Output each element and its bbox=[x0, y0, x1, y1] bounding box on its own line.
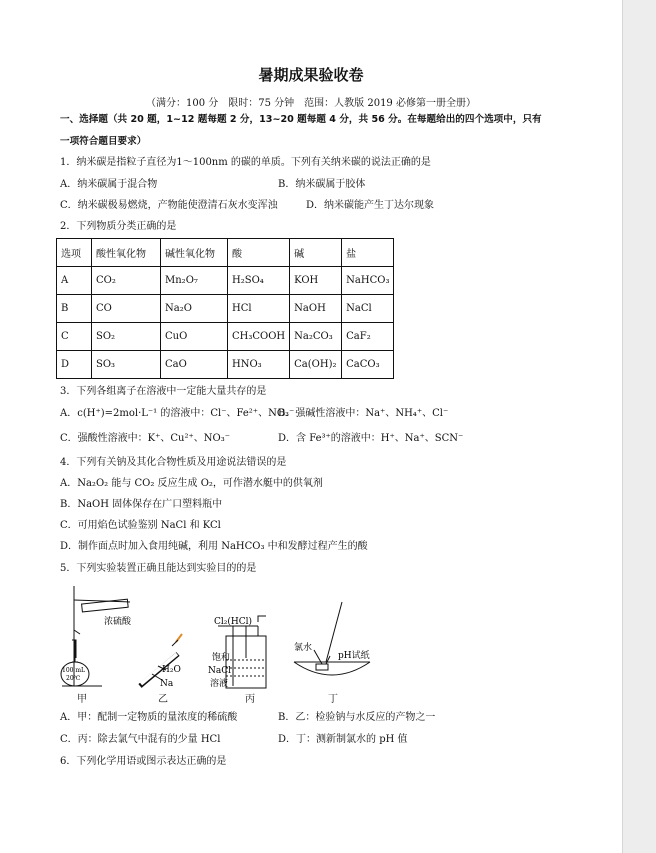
exam-subtitle: （满分：100 分 限时：75 分钟 范围：人教版 2019 必修第一册全册） bbox=[146, 98, 476, 109]
table-cell: CO bbox=[92, 295, 161, 323]
q4-option-b: B．NaOH 固体保存在广口塑料瓶中 bbox=[60, 499, 223, 510]
section-heading-line2: 一项符合题目要求） bbox=[60, 136, 147, 147]
table-header-cell: 酸 bbox=[228, 239, 290, 267]
q3-stem: 3．下列各组离子在溶液中一定能大量共存的是 bbox=[60, 386, 267, 397]
table-row bbox=[57, 351, 394, 379]
q3-option-c: C．强酸性溶液中：K⁺、Cu²⁺、NO₃⁻ bbox=[60, 433, 231, 444]
label-water: H₂O bbox=[162, 665, 181, 675]
table-row bbox=[57, 295, 394, 323]
table-cell: NaHCO₃ bbox=[342, 267, 394, 295]
q4-option-a: A．Na₂O₂ 能与 CO₂ 反应生成 O₂，可作潜水艇中的供氧剂 bbox=[60, 478, 323, 489]
label-sat2: NaCl bbox=[208, 666, 232, 676]
exam-title: 暑期成果验收卷 bbox=[258, 66, 364, 84]
caption-jia: 甲 bbox=[77, 694, 87, 705]
q5-option-c: C．丙：除去氯气中混有的少量 HCl bbox=[60, 734, 221, 745]
table-cell: CaCO₃ bbox=[342, 351, 394, 379]
q5-option-b: B．乙：检验钠与水反应的产物之一 bbox=[278, 712, 436, 723]
caption-yi: 乙 bbox=[158, 694, 168, 705]
table-cell: HNO₃ bbox=[228, 351, 290, 379]
q4-option-d: D．制作面点时加入食用纯碱，利用 NaHCO₃ 中和发酵过程产生的酸 bbox=[60, 541, 368, 552]
table-header-cell: 盐 bbox=[342, 239, 394, 267]
label-sat1: 饱和 bbox=[212, 653, 231, 663]
table-cell: Ca(OH)₂ bbox=[290, 351, 342, 379]
table-cell: D bbox=[57, 351, 92, 379]
q1-stem: 1．纳米碳是指粒子直径为1～100nm 的碳的单质。下列有关纳米碳的说法正确的是 bbox=[60, 157, 431, 168]
label-acid: 浓硫酸 bbox=[104, 617, 132, 627]
q3-option-b: B．强碱性溶液中：Na⁺、NH₄⁺、Cl⁻ bbox=[278, 408, 449, 419]
table-header-row bbox=[57, 239, 394, 267]
table-cell: NaOH bbox=[290, 295, 342, 323]
table-cell: CuO bbox=[161, 323, 228, 351]
q5-option-d: D．丁：测新制氯水的 pH 值 bbox=[278, 734, 408, 745]
table-header-cell: 选项 bbox=[57, 239, 92, 267]
table-cell: Mn₂O₇ bbox=[161, 267, 228, 295]
label-temp: 20℃ bbox=[66, 675, 81, 682]
section-heading-line1: 一、选择题（共 20 题，1~12 题每题 2 分，13~20 题每题 4 分，共 56 分。在每题给出的四个选项中，只有 bbox=[60, 114, 542, 125]
table-row bbox=[57, 267, 394, 295]
label-sat3: 溶液 bbox=[210, 679, 229, 689]
label-flask: 100 mL bbox=[62, 667, 86, 674]
table-cell: SO₃ bbox=[92, 351, 161, 379]
q2-stem: 2．下列物质分类正确的是 bbox=[60, 221, 177, 232]
table-cell: CO₂ bbox=[92, 267, 161, 295]
table-cell: NaCl bbox=[342, 295, 394, 323]
q1-option-a: A．纳米碳属于混合物 bbox=[60, 179, 158, 190]
caption-bing: 丙 bbox=[245, 694, 255, 705]
table-header-cell: 碱 bbox=[290, 239, 342, 267]
q1-option-b: B．纳米碳属于胶体 bbox=[278, 179, 366, 190]
table-cell: A bbox=[57, 267, 92, 295]
table-row bbox=[57, 323, 394, 351]
label-ph: pH试纸 bbox=[338, 651, 370, 661]
table-header-cell: 酸性氧化物 bbox=[92, 239, 161, 267]
table-cell: CaF₂ bbox=[342, 323, 394, 351]
table-cell: KOH bbox=[290, 267, 342, 295]
label-na: Na bbox=[160, 679, 174, 689]
table-cell: Na₂O bbox=[161, 295, 228, 323]
table-cell: CaO bbox=[161, 351, 228, 379]
q1-option-d: D．纳米碳能产生丁达尔现象 bbox=[306, 200, 435, 211]
table-cell: CH₃COOH bbox=[228, 323, 290, 351]
table-cell: Na₂CO₃ bbox=[290, 323, 342, 351]
label-gas: Cl₂(HCl) bbox=[214, 617, 253, 627]
table-cell: SO₂ bbox=[92, 323, 161, 351]
q1-option-c: C．纳米碳极易燃烧，产物能使澄清石灰水变浑浊 bbox=[60, 200, 278, 211]
q4-stem: 4．下列有关钠及其化合物性质及用途说法错误的是 bbox=[60, 457, 287, 468]
q3-option-d: D．含 Fe³⁺的溶液中：H⁺、Na⁺、SCN⁻ bbox=[278, 433, 464, 444]
classification-table bbox=[56, 238, 394, 379]
label-chlorine: 氯水 bbox=[294, 643, 313, 653]
q4-option-c: C．可用焰色试验鉴别 NaCl 和 KCl bbox=[60, 520, 221, 531]
q5-stem: 5．下列实验装置正确且能达到实验目的的是 bbox=[60, 563, 257, 574]
q6-stem: 6．下列化学用语或图示表达正确的是 bbox=[60, 756, 227, 767]
table-cell: B bbox=[57, 295, 92, 323]
q5-option-a: A．甲：配制一定物质的量浓度的稀硫酸 bbox=[60, 712, 238, 723]
table-cell: H₂SO₄ bbox=[228, 267, 290, 295]
table-header-cell: 碱性氧化物 bbox=[161, 239, 228, 267]
experiment-apparatus-figure bbox=[58, 578, 478, 708]
table-cell: C bbox=[57, 323, 92, 351]
caption-ding: 丁 bbox=[328, 694, 338, 705]
table-cell: HCl bbox=[228, 295, 290, 323]
q3-option-a: A．c(H⁺)=2mol·L⁻¹ 的溶液中：Cl⁻、Fe²⁺、NO₃⁻ bbox=[60, 408, 295, 419]
